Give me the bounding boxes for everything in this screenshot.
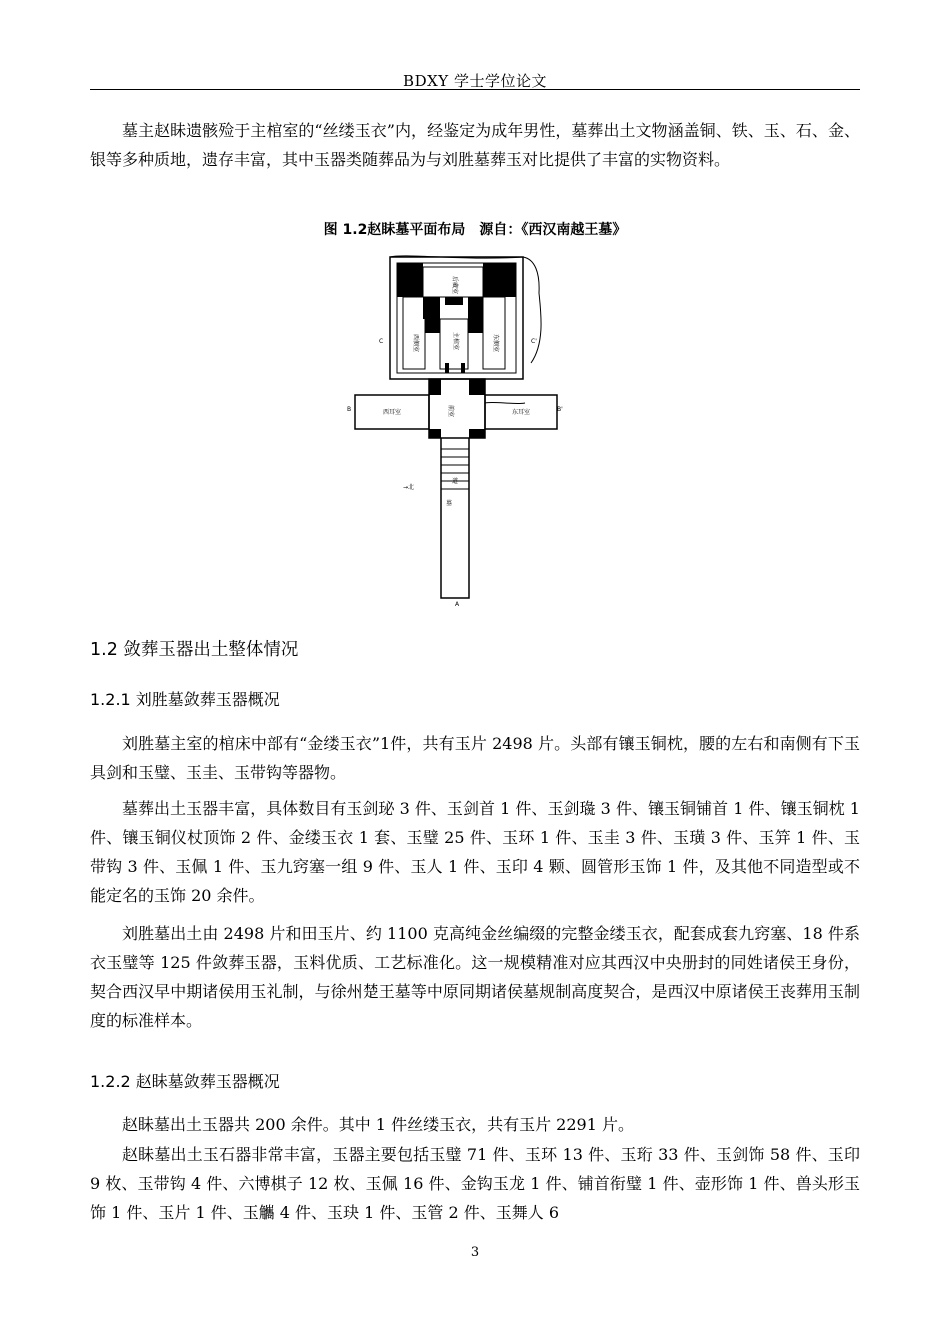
- label-west-side: 西侧室: [412, 333, 419, 353]
- label-c-prime: C': [531, 338, 537, 345]
- section-1-2-1-paragraph-2: 墓葬出土玉器丰富，具体数目有玉剑珌 3 件、玉剑首 1 件、玉剑璏 3 件、镶玉铜铺首 1 件、镶玉铜枕 1 件、镶玉铜仪杖顶饰 2 件、金缕玉衣 1 套、玉璧 25 件、玉环 1 件、玉圭 3 件、玉璜 3 件、玉笄 1 件、玉带钩 3 件、玉佩 1 件、玉九窍塞一组 9 件、玉人 1 件、玉印 4 颗、圆管形玉饰 1 件，及其他不同造型或不能定名的玉饰 20 余件。: [90, 799, 860, 905]
- section-1-2-2-paragraph-2: 赵眛墓出土玉石器非常丰富，玉器主要包括玉璧 71 件、玉环 13 件、玉珩 33 件、玉剑饰 58 件、玉印 9 枚、玉带钩 4 件、六博棋子 12 枚、玉佩 16 件、金钩玉龙 1 件、铺首衔璧 1 件、壶形饰 1 件、兽头形玉饰 1 件、玉片 1 件、玉觿 4 件、玉玦 1 件、玉管 2 件、玉舞人 6: [90, 1145, 860, 1222]
- section-1-2-1-heading: 1.2.1 刘胜墓敛葬玉器概况: [90, 690, 280, 709]
- wall-block: [445, 297, 463, 305]
- wall-block: [423, 297, 440, 319]
- label-c: C: [379, 338, 384, 345]
- label-ramp-lower: 墓: [445, 500, 453, 507]
- wall-block: [429, 429, 441, 438]
- page-number: 3: [470, 1245, 480, 1260]
- boundary-line-east: [485, 402, 525, 403]
- tomb-plan-figure: [345, 253, 565, 608]
- label-east-side: 东侧室: [492, 333, 499, 353]
- section-1-2-1-paragraph-3: 刘胜墓出土由 2498 片和田玉片、约 1100 克高纯金丝编缀的完整金缕玉衣，配套成套九窍塞、18 件系衣玉璧等 125 件敛葬玉器，玉料优质、工艺标准化。这一规模精准对应其西汉中央册封的同姓诸侯王身份，契合西汉早中期诸侯用玉礼制，与徐州楚王墓等中原同期诸侯墓规制高度契合，是西汉中原诸侯王丧葬用玉制度的标准样本。: [90, 924, 860, 1030]
- label-b: B: [347, 406, 352, 413]
- section-1-2-heading: 1.2 敛葬玉器出土整体情况: [90, 640, 299, 660]
- section-1-2-1-paragraph-1: 刘胜墓主室的棺床中部有“金缕玉衣”1件，共有玉片 2498 片。头部有镶玉铜枕，腰的左右和南侧有下玉具剑和玉璧、玉圭、玉带钩等器物。: [90, 734, 860, 782]
- wall-block: [483, 263, 516, 297]
- wall-block: [468, 297, 483, 319]
- wall-block: [425, 319, 440, 333]
- running-header: BDXY 学士学位论文: [403, 72, 547, 90]
- ramp-outline: [441, 438, 469, 598]
- label-back-storage: 后藏室: [451, 275, 458, 295]
- figure-caption: 图 1.2赵眛墓平面布局 源自：《西汉南越王墓》: [323, 222, 627, 238]
- label-front-room: 前室: [447, 404, 454, 418]
- section-1-2-2-paragraph-1: 赵眛墓出土玉器共 200 余件。其中 1 件丝缕玉衣，共有玉片 2291 片。: [122, 1115, 634, 1134]
- label-a: A: [455, 601, 460, 608]
- label-north-arrow: →北: [403, 484, 415, 491]
- label-b-prime: B': [557, 406, 563, 413]
- wall-block: [469, 429, 485, 438]
- label-east-ear: 东耳室: [511, 409, 531, 416]
- door-mark: [445, 363, 449, 373]
- label-main-coffin: 主棺室: [452, 331, 459, 351]
- label-west-ear: 西耳室: [382, 409, 402, 416]
- label-ramp-upper: 道: [451, 478, 459, 485]
- intro-paragraph: 墓主赵眛遗骸殓于主棺室的“丝缕玉衣”内，经鉴定为成年男性，墓葬出土文物涵盖铜、铁、玉、石、金、银等多种质地，遗存丰富，其中玉器类随葬品为与刘胜墓葬玉对比提供了丰富的实物资料。: [90, 121, 860, 169]
- section-1-2-2-heading: 1.2.2 赵眛墓敛葬玉器概况: [90, 1072, 280, 1091]
- wall-block: [469, 379, 485, 395]
- wall-block: [429, 379, 441, 395]
- door-mark: [461, 363, 465, 373]
- wall-block: [397, 263, 423, 297]
- header-rule: [90, 89, 860, 90]
- wall-block: [468, 319, 483, 333]
